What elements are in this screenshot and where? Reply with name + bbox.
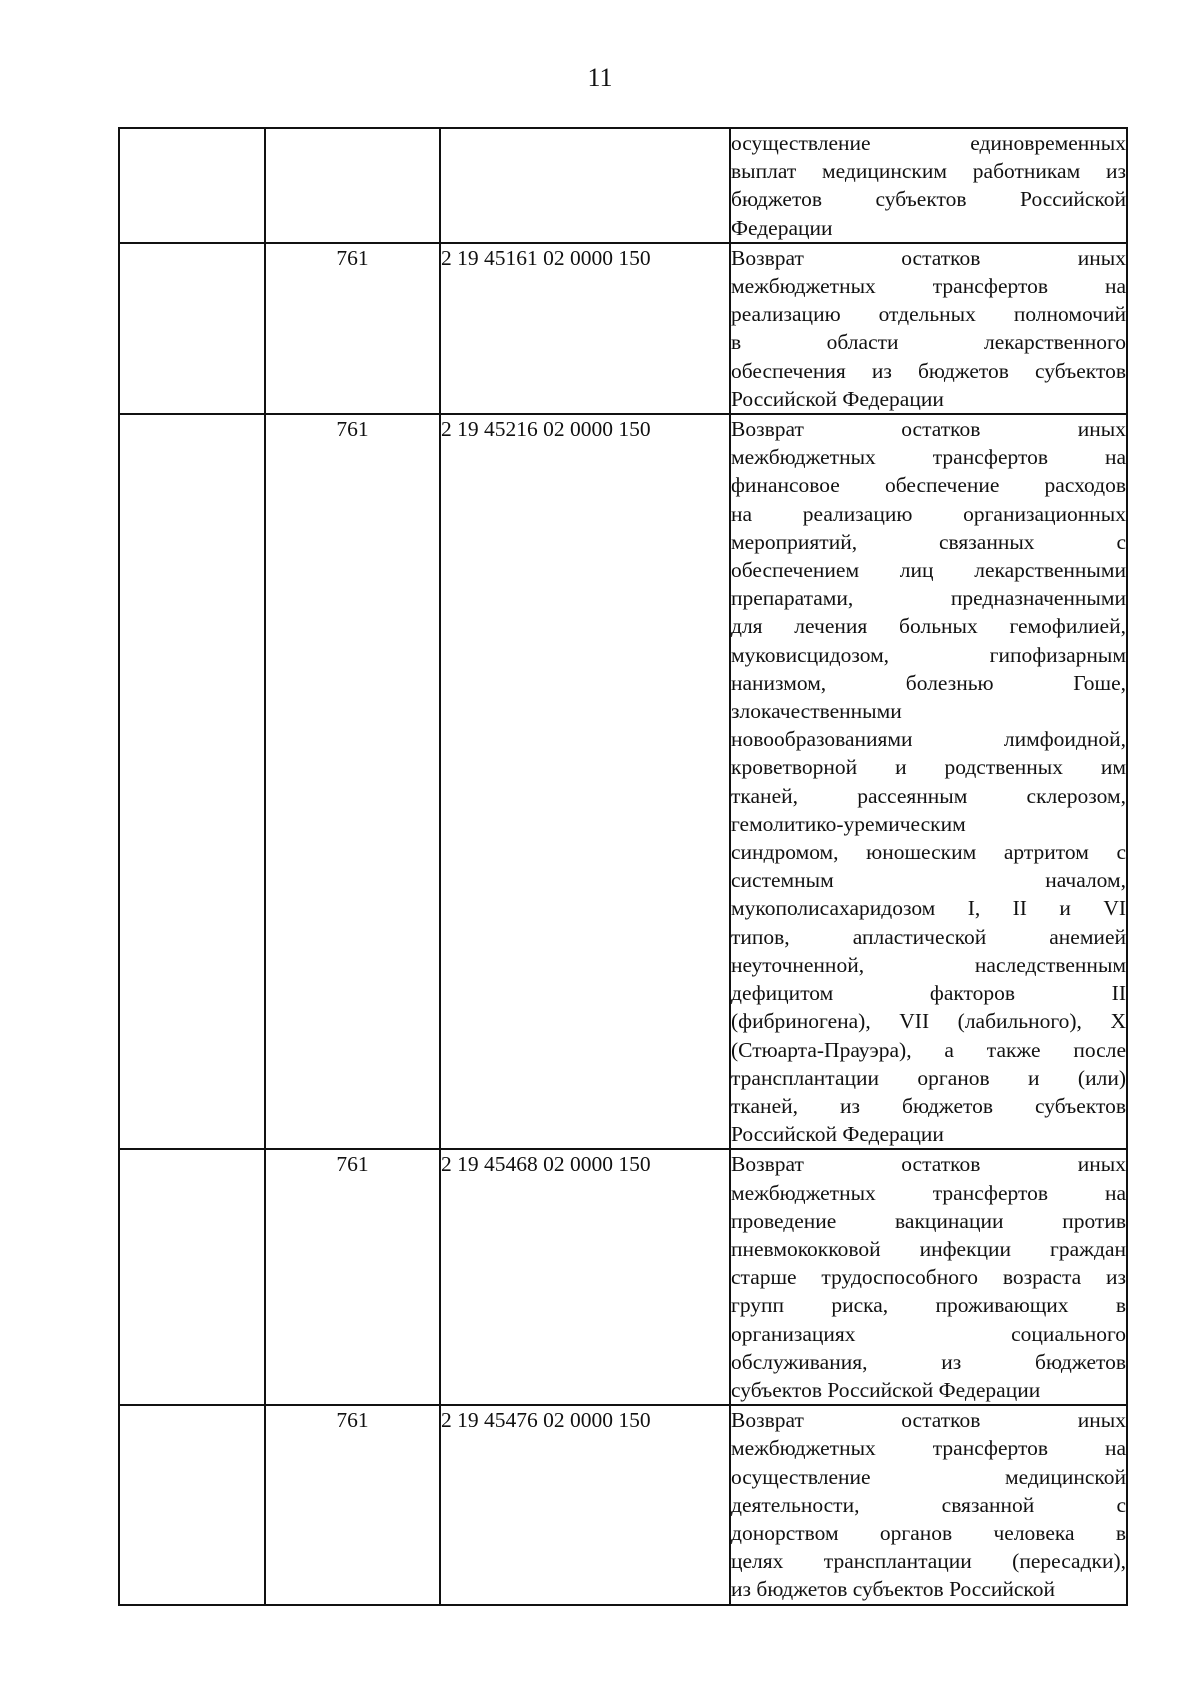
- description-line: дефицитом факторов II: [731, 981, 1126, 1006]
- description-line: для лечения больных гемофилией,: [731, 614, 1126, 639]
- description-line: типов, апластической анемией: [731, 924, 1126, 949]
- description-line: нанизмом, болезнью Гоше,: [731, 670, 1126, 695]
- description-line: реализацию отдельных полномочий: [731, 302, 1126, 327]
- description-line: субъектов Российской Федерации: [731, 1377, 1041, 1402]
- description-line: пневмококковой инфекции граждан: [731, 1236, 1126, 1261]
- description-line: осуществление единовременных: [731, 131, 1126, 155]
- kbk-code-cell: 2 19 45476 02 0000 150: [440, 1405, 730, 1604]
- description-line: осуществление медицинской: [731, 1464, 1126, 1489]
- description-line: межбюджетных трансфертов на: [731, 1180, 1126, 1205]
- admin-code-cell: [265, 128, 440, 243]
- description-line: Возврат остатков иных: [731, 245, 1126, 270]
- description-line: кроветворной и родственных им: [731, 755, 1126, 780]
- description-line: из бюджетов субъектов Российской: [731, 1577, 1056, 1602]
- description-line: целях трансплантации (пересадки),: [731, 1549, 1126, 1574]
- description-line: неуточненной, наследственным: [731, 952, 1126, 977]
- description-line: синдромом, юношеским артритом с: [731, 840, 1126, 865]
- description-line: Российской Федерации: [731, 1122, 944, 1147]
- table-row: [119, 414, 1127, 1149]
- description-line: на реализацию организационных: [731, 501, 1126, 526]
- description-line: групп риска, проживающих в: [731, 1293, 1126, 1318]
- admin-code-cell: 761: [265, 1149, 440, 1405]
- kbk-code-cell: 2 19 45216 02 0000 150: [440, 414, 730, 1149]
- row-number-cell: [119, 1405, 265, 1604]
- description-line: новообразованиями лимфоидной,: [731, 727, 1126, 752]
- kbk-code-cell: 2 19 45468 02 0000 150: [440, 1149, 730, 1405]
- description-line: системным началом,: [731, 868, 1126, 893]
- description-line: финансовое обеспечение расходов: [731, 473, 1126, 498]
- description-line: (фибриногена), VII (лабильного), X: [731, 1009, 1126, 1034]
- description-line: в области лекарственного: [731, 330, 1126, 355]
- table-row: [119, 1405, 1127, 1604]
- description-line: препаратами, предназначенными: [731, 586, 1126, 611]
- row-number-cell: [119, 128, 265, 243]
- description-line: бюджетов субъектов Российской: [731, 187, 1126, 212]
- description-line: Российской Федерации: [731, 386, 944, 411]
- description-line: Возврат остатков иных: [731, 1408, 1126, 1433]
- description-line: межбюджетных трансфертов на: [731, 274, 1126, 299]
- description-line: мероприятий, связанных с: [731, 529, 1126, 554]
- table-row: [119, 128, 1127, 243]
- description-line: старше трудоспособного возраста из: [731, 1265, 1126, 1290]
- row-number-cell: [119, 1149, 265, 1405]
- description-line: донорством органов человека в: [731, 1520, 1126, 1545]
- admin-code-cell: 761: [265, 414, 440, 1149]
- description-cell: [730, 128, 1127, 243]
- kbk-code-cell: 2 19 45161 02 0000 150: [440, 243, 730, 414]
- description-line: межбюджетных трансфертов на: [731, 1436, 1126, 1461]
- admin-code-cell: 761: [265, 1405, 440, 1604]
- description-line: тканей, рассеянным склерозом,: [731, 783, 1126, 808]
- kbk-code-cell: [440, 128, 730, 243]
- description-line: Возврат остатков иных: [731, 417, 1126, 442]
- description-line: проведение вакцинации против: [731, 1208, 1126, 1233]
- description-line: обеспечением лиц лекарственными: [731, 558, 1126, 583]
- description-line: обслуживания, из бюджетов: [731, 1349, 1126, 1374]
- description-line: злокачественными: [731, 699, 902, 724]
- description-line: трансплантации органов и (или): [731, 1065, 1126, 1090]
- description-line: Возврат остатков иных: [731, 1152, 1126, 1177]
- description-line: тканей, из бюджетов субъектов: [731, 1093, 1126, 1118]
- description-line: организациях социального: [731, 1321, 1126, 1346]
- row-number-cell: [119, 414, 265, 1149]
- description-line: обеспечения из бюджетов субъектов: [731, 358, 1126, 383]
- description-cell: [730, 1149, 1127, 1405]
- description-line: межбюджетных трансфертов на: [731, 445, 1126, 470]
- description-cell: [730, 243, 1127, 414]
- row-number-cell: [119, 243, 265, 414]
- description-line: гемолитико-уремическим: [731, 811, 966, 836]
- description-line: (Стюарта-Прауэра), а также после: [731, 1037, 1126, 1062]
- table-row: [119, 243, 1127, 414]
- table-row: [119, 1149, 1127, 1405]
- description-cell: [730, 414, 1127, 1149]
- description-line: деятельности, связанной с: [731, 1492, 1126, 1517]
- description-line: Федерации: [731, 215, 833, 240]
- description-line: мукополисахаридозом I, II и VI: [731, 896, 1126, 921]
- description-line: выплат медицинским работникам из: [731, 159, 1126, 184]
- description-cell: [730, 1405, 1127, 1604]
- admin-code-cell: 761: [265, 243, 440, 414]
- budget-codes-table: [118, 127, 1128, 1606]
- description-line: муковисцидозом, гипофизарным: [731, 642, 1126, 667]
- table-body: [119, 128, 1127, 1605]
- page-number: 11: [587, 63, 613, 92]
